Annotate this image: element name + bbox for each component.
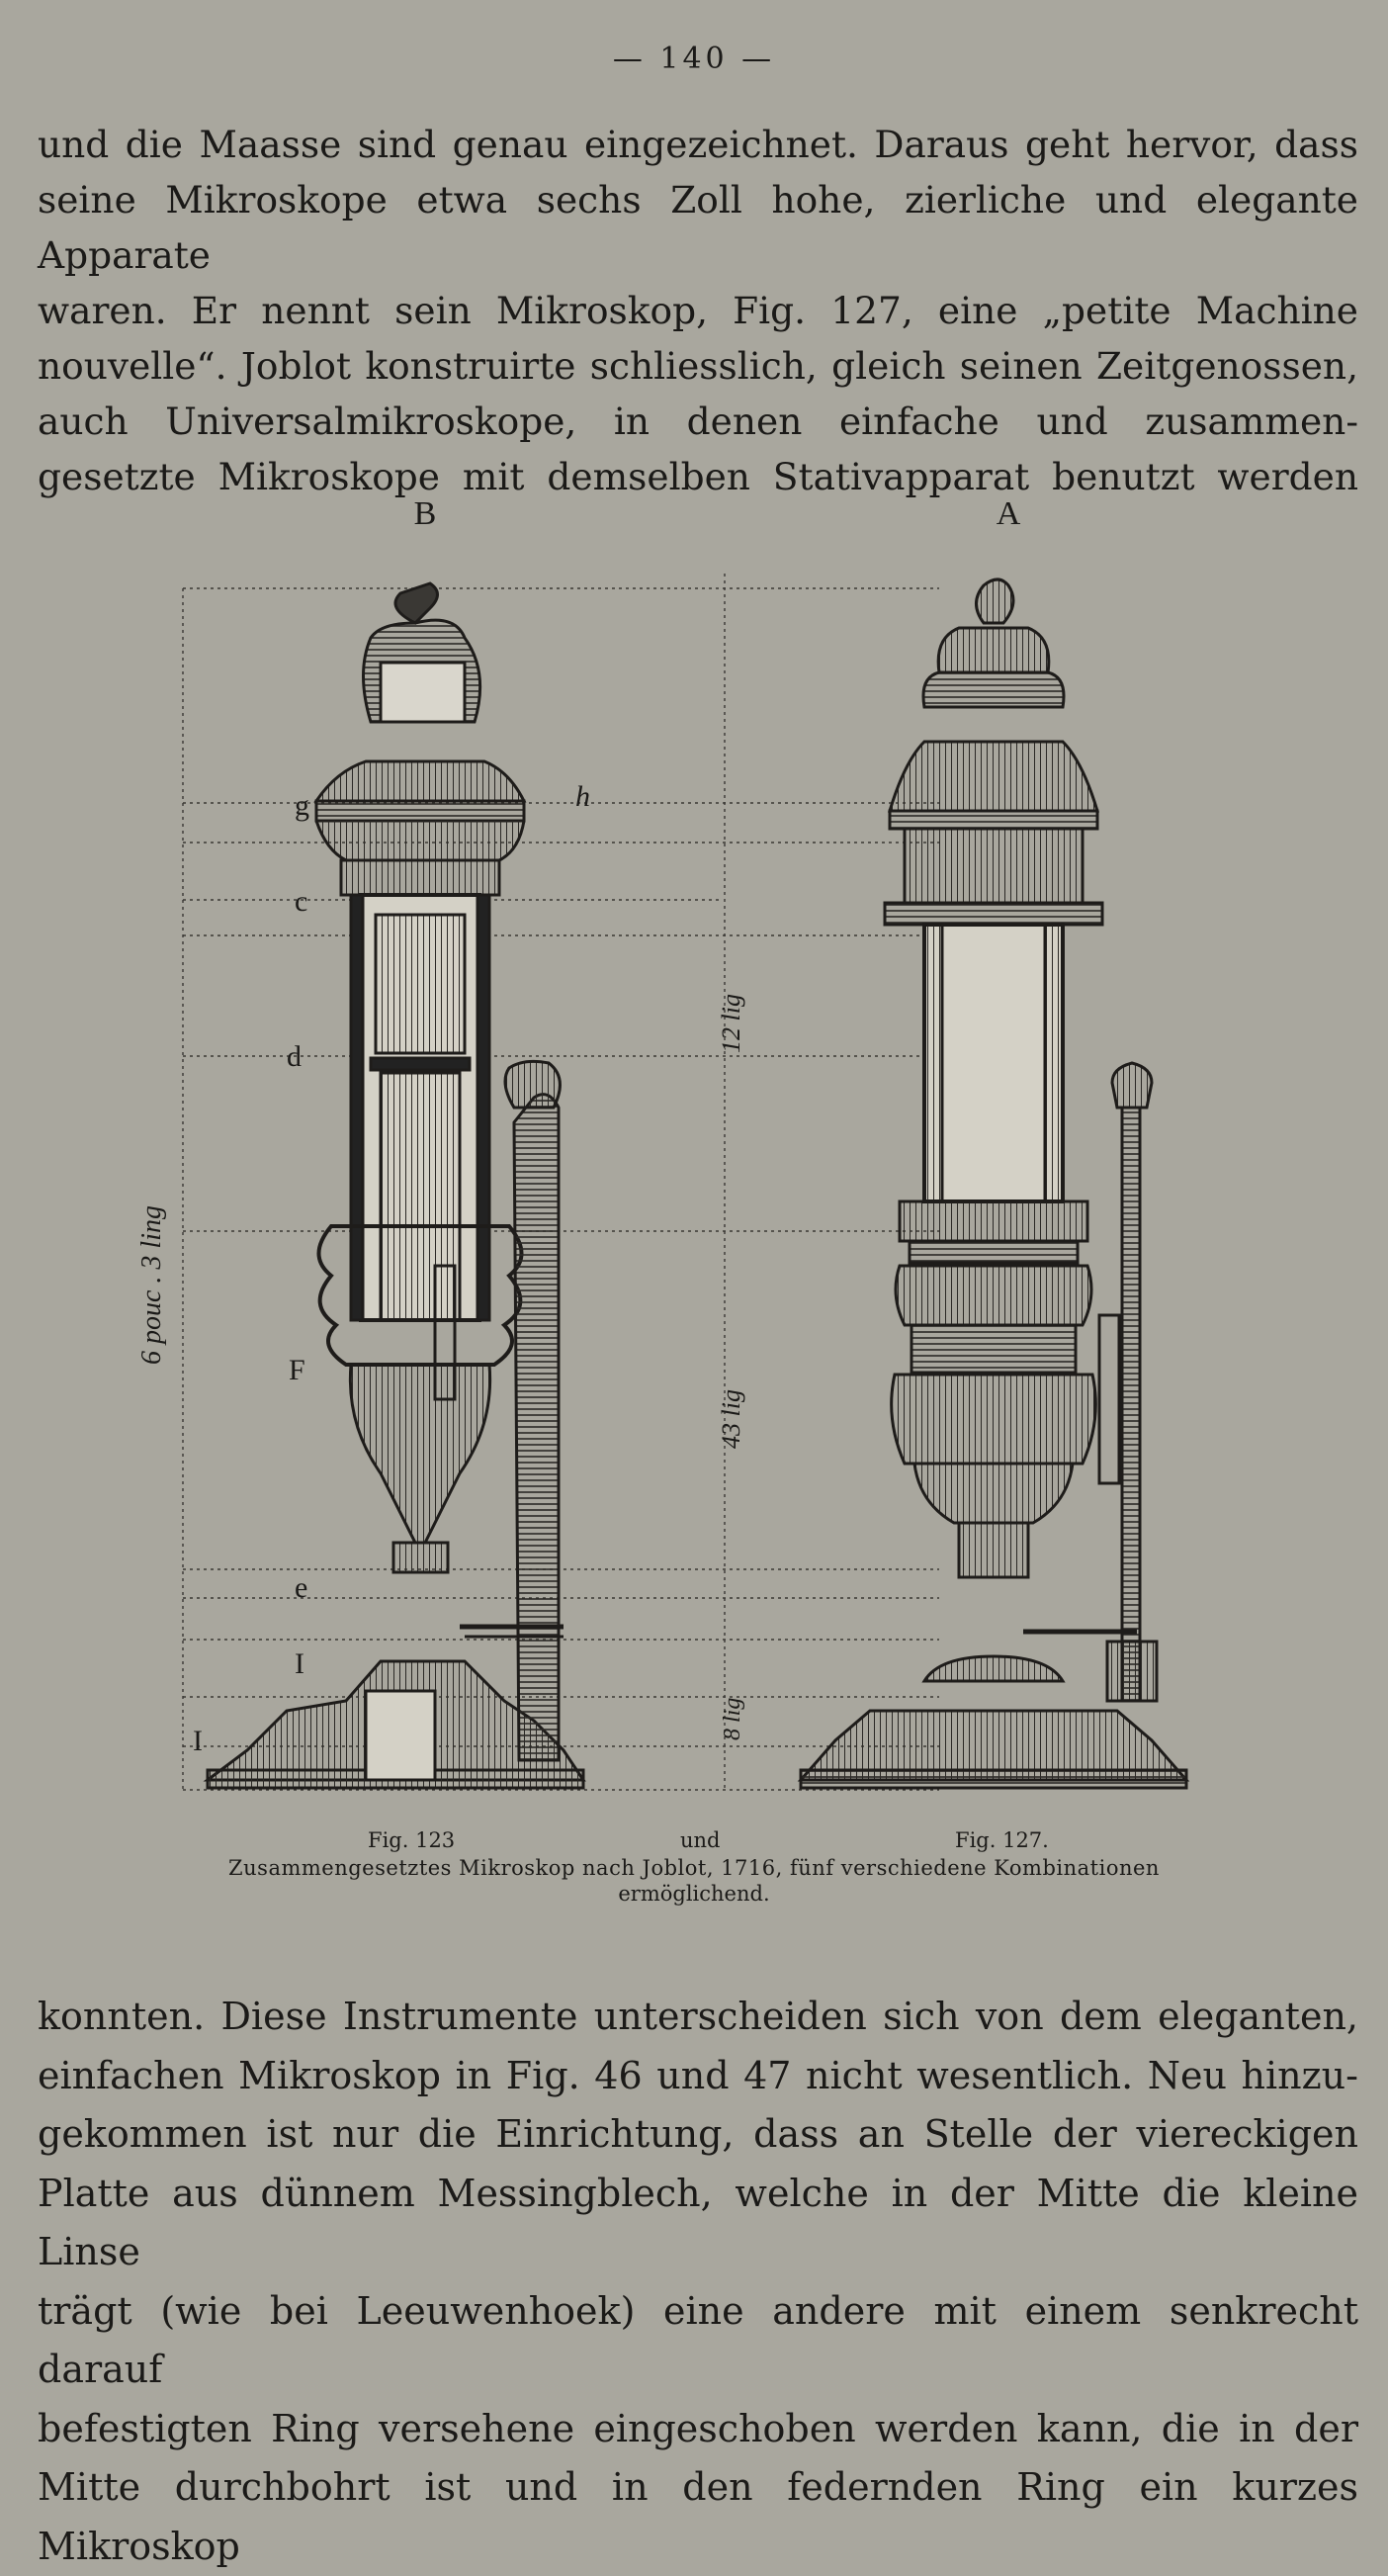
text-line: auch Universalmikroskope, in denen einfache und zusammen- [38,400,1358,443]
label-d: d [287,1040,302,1073]
microscope-a-exterior [801,579,1186,1788]
vertical-measure-43: 43 lig [717,1389,745,1449]
fig-und-label: und [680,1828,721,1852]
label-i: I [295,1647,304,1680]
label-c: c [295,885,308,918]
bottom-paragraph [38,1988,1358,2576]
guide-lines [183,574,939,1790]
text-line: gekommen ist nur die Einrichtung, dass an Stelle der viereckigen [38,2112,1358,2156]
text-line: befestigten Ring versehene eingeschoben werden kann, die in der [38,2406,1358,2450]
text-line: einfachen Mikroskop in Fig. 46 und 47 nicht wesentlich. Neu hinzu- [38,2053,1358,2097]
figure-caption-numbers [0,1827,1388,1855]
vertical-measure-8: 8 lig [720,1697,745,1740]
figure-caption-line1: Zusammengesetztes Mikroskop nach Joblot, 1716, fünf verschiedene Kombinationen [228,1856,1160,1880]
microscope-b-section [208,583,583,1788]
label-a: A [996,495,1021,532]
label-e: e [295,1571,308,1604]
text-line: nouvelle“. Joblot konstruirte schliesslich, gleich seinen Zeitgenossen, [38,344,1358,388]
figure-caption-line2: ermöglichend. [618,1882,770,1906]
label-f: F [289,1354,305,1386]
text-line: waren. Er nennt sein Mikroskop, Fig. 127, eine „petite Machine [38,289,1358,332]
page-number: — 140 — [612,42,776,76]
text-line: Mitte durchbohrt ist und in den federnden Ring ein kurzes Mikroskop [38,2465,1358,2568]
figure-labels [136,495,1021,1757]
text-line: konnten. Diese Instrumente unterscheiden sich von dem eleganten, [38,1995,1358,2038]
microscope-illustration [136,475,1275,1800]
label-h: h [575,780,590,813]
text-line: und die Maasse sind genau eingezeichnet. Daraus geht hervor, dass [38,123,1358,166]
vertical-measure-12: 12 lig [717,994,745,1053]
text-line: trägt (wie bei Leeuwenhoek) eine andere mit einem senkrecht darauf [38,2288,1358,2391]
fig-left-label: Fig. 123 [368,1828,456,1852]
microscope-figure [136,475,1275,1800]
vertical-measure-left: 6 pouc . 3 ling [136,1205,167,1365]
text-line: gesetzte Mikroskope mit demselben Stativapparat benutzt werden [38,455,1358,498]
label-g: g [295,789,309,822]
text-line: seine Mikroskope etwa sechs Zoll hohe, zierliche und elegante Apparate [38,178,1358,277]
label-b: B [413,495,437,532]
top-paragraph [38,117,1358,504]
text-line: Platte aus dünnem Messingblech, welche in der Mitte die kleine Linse [38,2171,1358,2273]
fig-right-label: Fig. 127. [955,1828,1049,1852]
label-i-left: I [193,1725,203,1757]
